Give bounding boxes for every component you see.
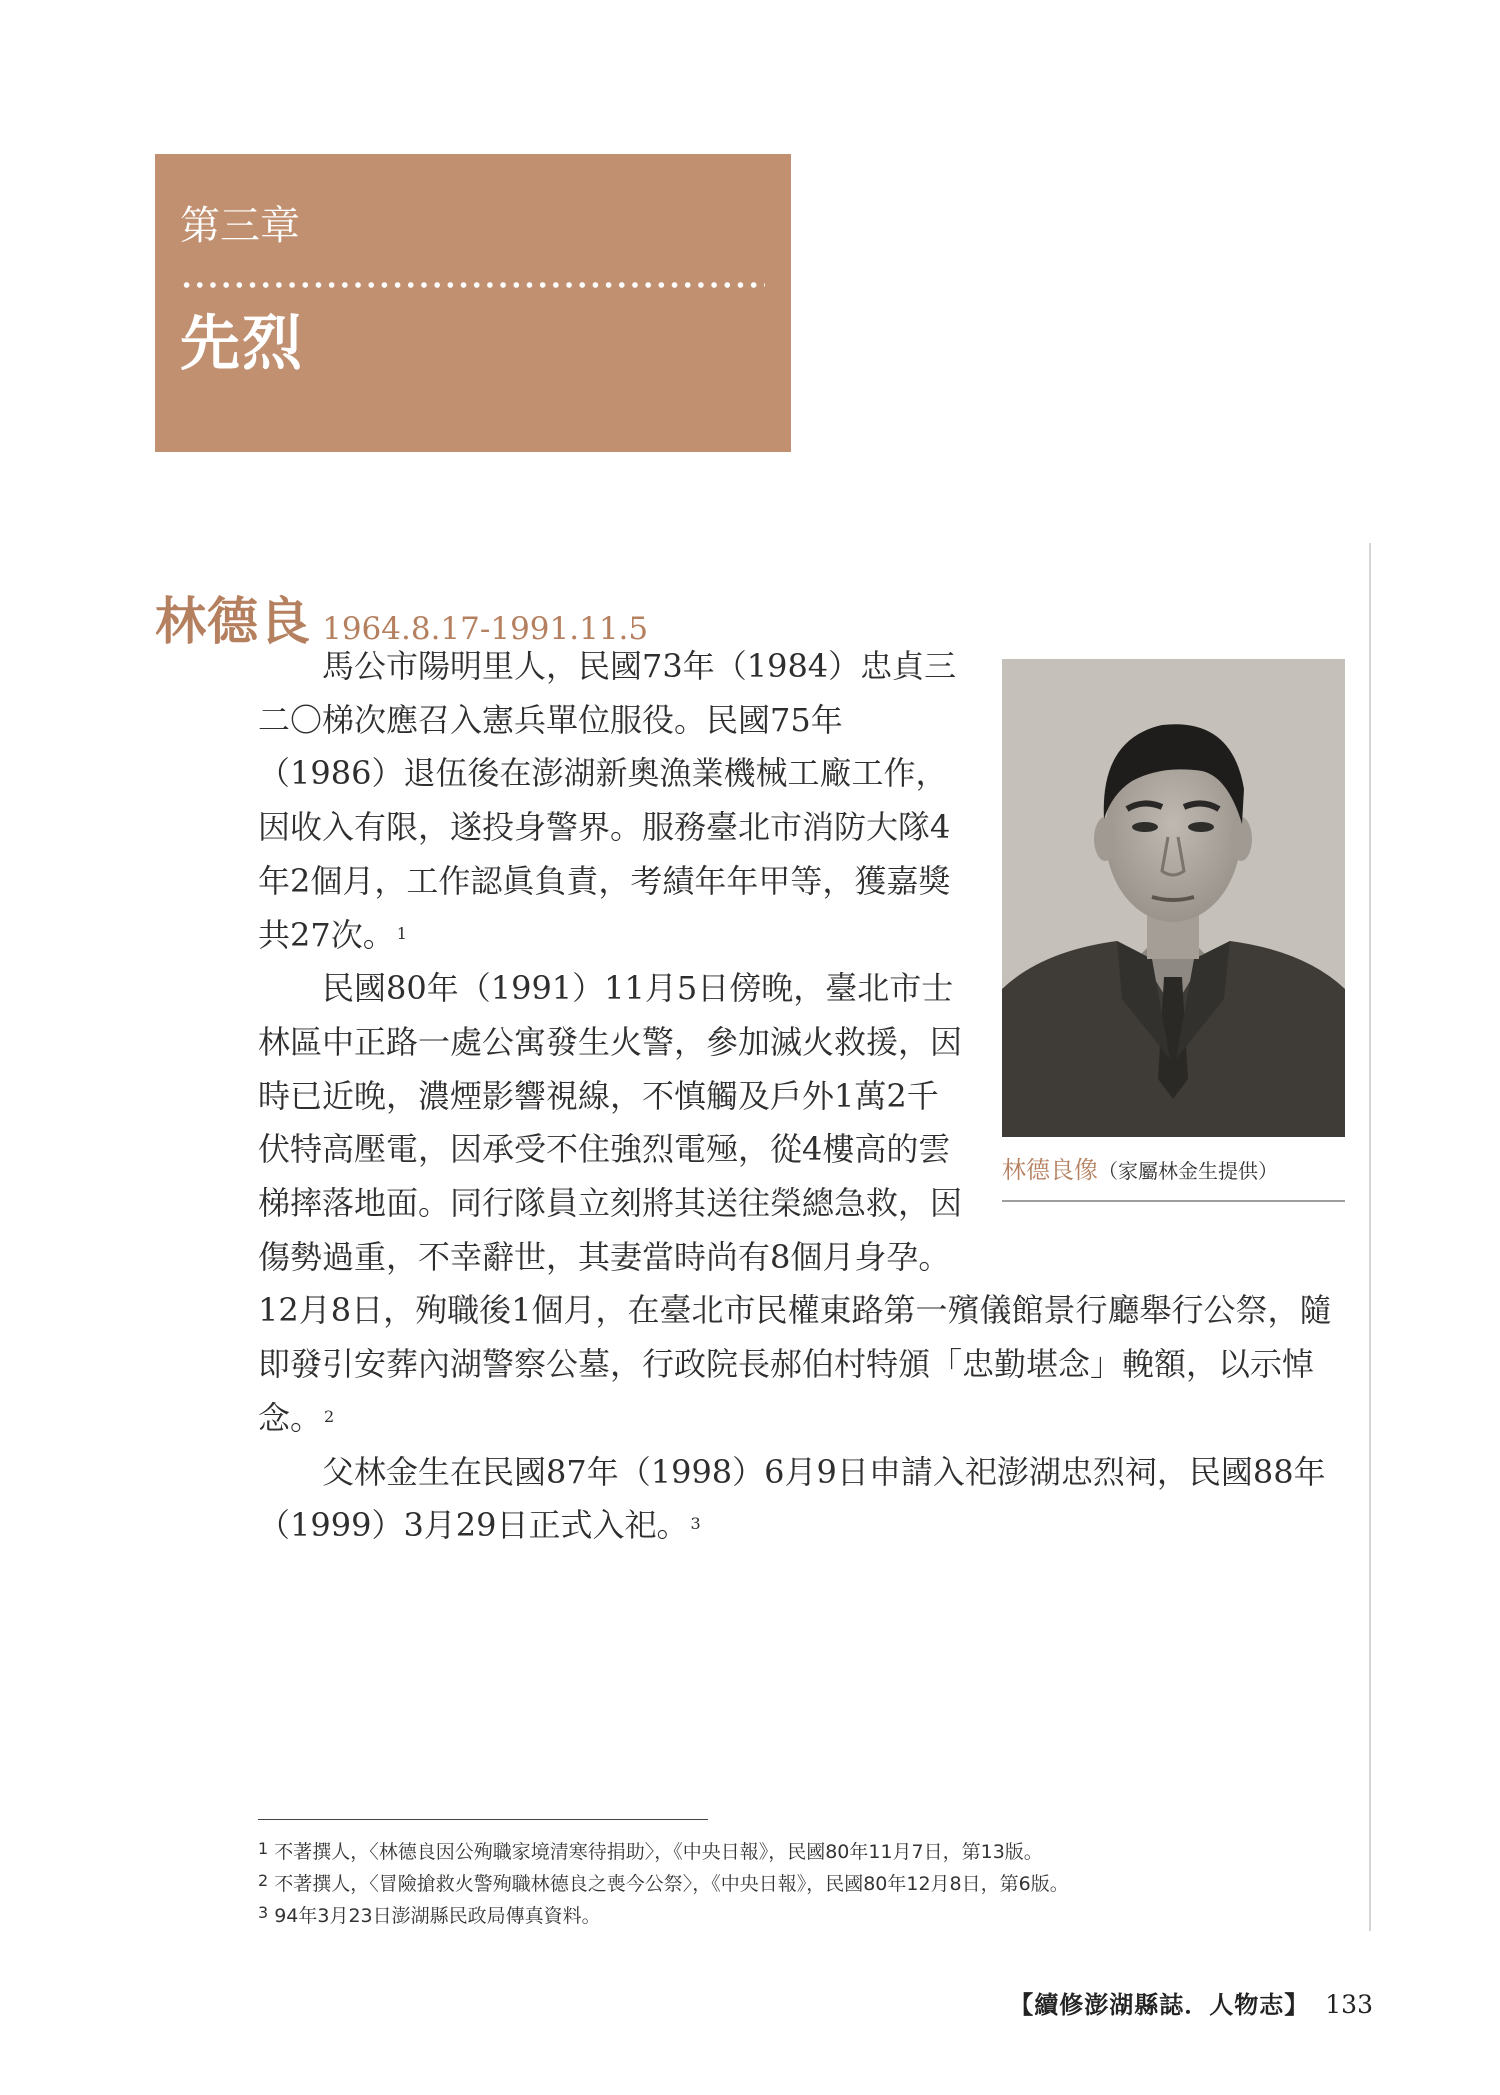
footnote-number: 2 [258, 1871, 269, 1890]
footnote-text: 不著撰人，〈冒險搶救火警殉職林德良之喪今公祭〉，《中央日報》，民國80年12月8日，第6版。 [274, 1873, 1069, 1895]
footnote-ref[interactable]: 3 [690, 1514, 701, 1534]
chapter-header [155, 154, 791, 452]
portrait-image [1002, 659, 1345, 1137]
chapter-title: 先烈 [180, 309, 304, 379]
person-dates: 1964.8.17-1991.11.5 [322, 611, 649, 647]
footnote-ref[interactable]: 2 [324, 1406, 335, 1426]
footnote-item [258, 1868, 1348, 1900]
margin-rule [1369, 543, 1371, 1931]
footnotes [258, 1836, 1348, 1932]
paragraph-text: 父林金生在民國87年（1998）6月9日申請入祀澎湖忠烈祠，民國88年（1999）3月29日正式入祀。 [258, 1452, 1326, 1545]
book-title: 【續修澎湖縣誌．人物志】 [1009, 1990, 1310, 2019]
paragraph-text: 馬公市陽明里人，民國73年（1984）忠貞三二〇梯次應召入憲兵單位服役。民國75年（1986）退伍後在澎湖新奧漁業機械工廠工作，因收入有限，遂投身警界。服務臺北市消防大隊4年2個月，工作認眞負責，考績年年甲等，獲嘉獎共27次。 [258, 647, 957, 954]
footnote-text: 不著撰人，〈林德良因公殉職家境清寒待捐助〉，《中央日報》，民國80年11月7日，第13版。 [274, 1841, 1043, 1863]
page-number: 133 [1325, 1990, 1373, 2019]
chapter-label: 第三章 [180, 203, 300, 249]
photo-caption [1002, 1150, 1278, 1185]
footnote-divider [258, 1819, 708, 1820]
person-name: 林德良 [155, 592, 312, 652]
running-footer [1009, 1985, 1373, 2020]
caption-divider [1002, 1200, 1345, 1202]
footnote-item [258, 1900, 1348, 1932]
caption-credit: （家屬林金生提供） [1098, 1159, 1278, 1183]
caption-title: 林德良像 [1002, 1156, 1098, 1184]
footnote-item [258, 1836, 1348, 1868]
footnote-number: 1 [258, 1839, 269, 1858]
chapter-divider [180, 282, 765, 288]
footnote-number: 3 [258, 1903, 269, 1922]
biography-paragraph [258, 1446, 1348, 1553]
portrait-photo [1002, 659, 1345, 1137]
footnote-text: 94年3月23日澎湖縣民政局傳真資料。 [274, 1905, 601, 1927]
paragraph-text: 民國80年（1991）11月5日傍晚，臺北市士林區中正路一處公寓發生火警，參加滅火救援，因時已近晚，濃煙影響視線，不慎觸及戶外1萬2千伏特高壓電，因承受不住強烈電殛，從4樓高的雲梯摔落地面。同行隊員立刻將其送往榮總急救，因傷勢過重，不幸辭世，其妻當時尚有8個月身孕。12月8日，殉職後1個月，在臺北市民權東路第一殯儀館景行廳舉行公祭，隨即發引安葬內湖警察公墓，行政院長郝伯村特頒「忠勤堪念」輓額，以示悼念。 [258, 969, 1332, 1437]
footnote-ref[interactable]: 1 [396, 923, 407, 943]
